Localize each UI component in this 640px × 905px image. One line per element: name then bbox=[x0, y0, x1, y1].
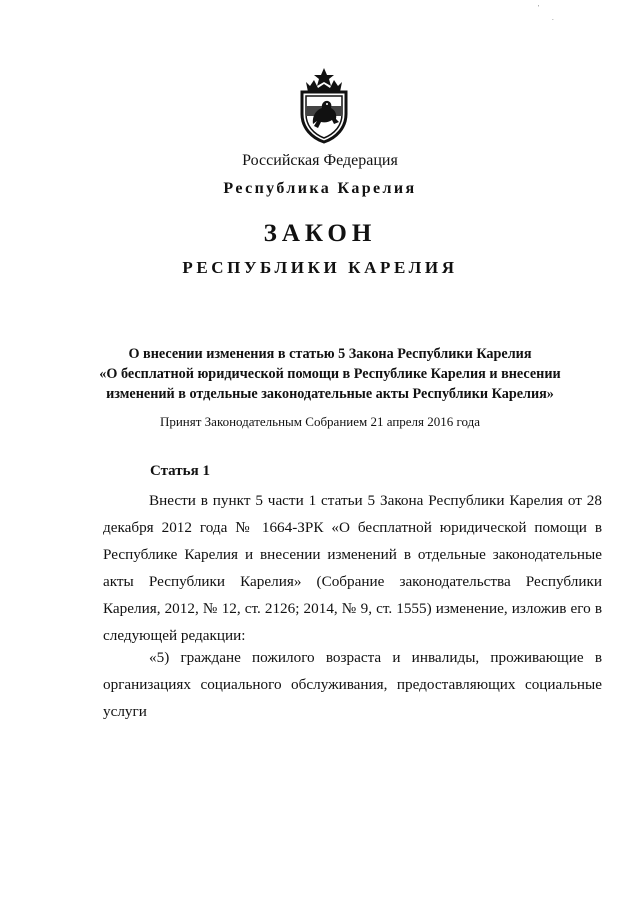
adoption-note: Принят Законодательным Собранием 21 апреля 2016 года bbox=[159, 414, 481, 429]
subject-line: О внесении изменения в статью 5 Закона Республики Карелия bbox=[128, 346, 532, 362]
coat-of-arms-icon bbox=[296, 66, 352, 144]
scan-speck: . bbox=[552, 14, 554, 22]
scan-speck: ' bbox=[538, 4, 540, 12]
law-title: ЗАКОН bbox=[263, 220, 377, 247]
law-subtitle: РЕСПУБЛИКИ КАРЕЛИЯ bbox=[182, 258, 458, 277]
article-title: Статья 1 bbox=[150, 463, 210, 479]
country-name: Российская Федерация bbox=[242, 152, 398, 169]
subject-line: изменений в отдельные законодательные акты Республики Карелия» bbox=[106, 386, 554, 402]
republic-name: Республика Карелия bbox=[223, 180, 417, 197]
subject-line: «О бесплатной юридической помощи в Республике Карелия и внесении bbox=[99, 366, 561, 382]
article-paragraph: «5) граждане пожилого возраста и инвалиды, проживающие в организациях социального обслуживания, предоставляющих социальные услуги bbox=[103, 649, 602, 720]
article-paragraph: Внести в пункт 5 части 1 статьи 5 Закона Республики Карелия от 28 декабря 2012 года № 1664-ЗРК «О бесплатной юридической помощи в Республике Карелия и внесении изменений в отдельные законодательные акты Республики Карелия» (Собрание законодательства Республики Карелия, 2012, № 12, ст. 2126; 2014, № 9, ст. 1555) изменение, изложив его в следующей редакции: bbox=[103, 492, 602, 644]
law-subject bbox=[90, 344, 570, 404]
